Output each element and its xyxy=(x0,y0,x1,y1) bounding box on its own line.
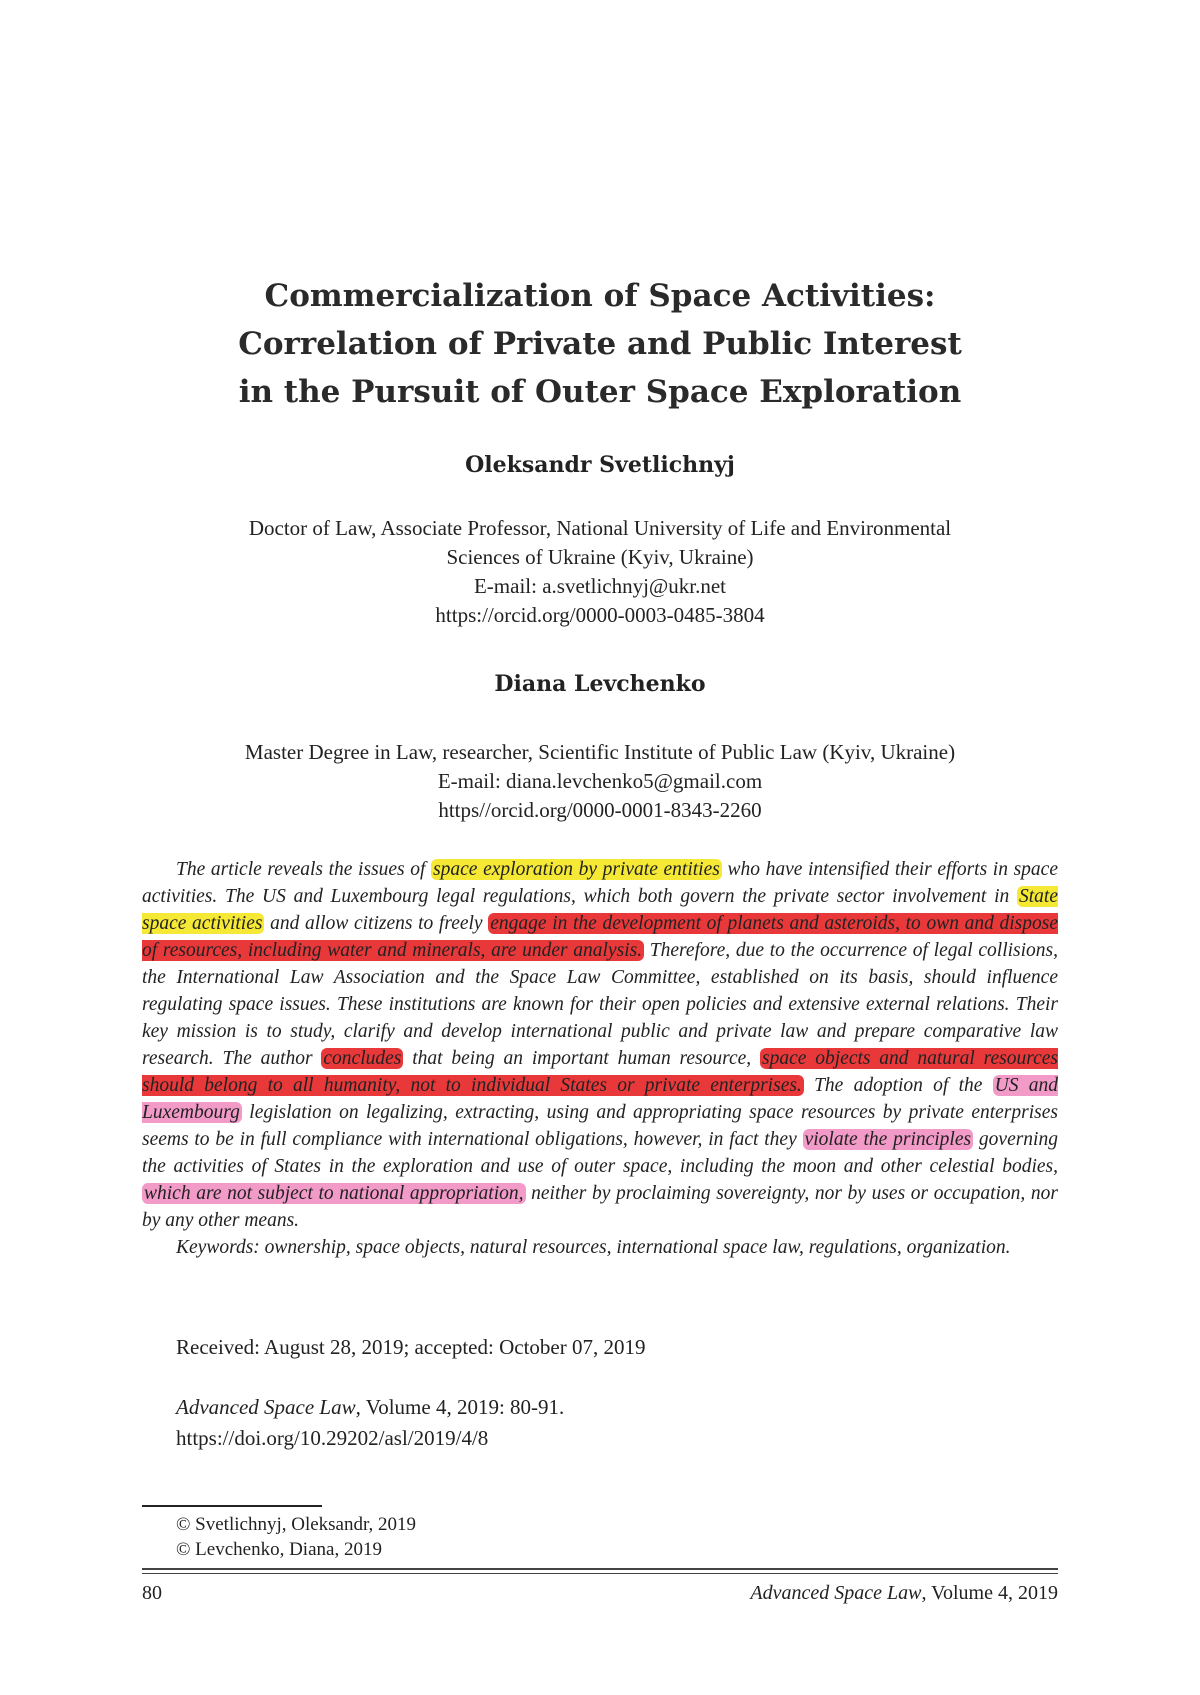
highlight-yellow: State space activities xyxy=(142,886,1058,934)
abstract-text: The article reveals the issues of xyxy=(176,859,432,880)
citation-volume: , Volume 4, 2019: 80-91. xyxy=(355,1395,565,1419)
abstract-text: who have intensified their efforts in space activities. The US and Luxembourg legal regulations, which both govern the private sector involvement in xyxy=(142,859,1058,907)
footnote-copyright: © Svetlichnyj, Oleksandr, 2019 xyxy=(176,1514,417,1535)
citation xyxy=(176,1392,564,1454)
abstract-text: that being an important human resource, xyxy=(403,1048,761,1069)
title-line-3: in the Pursuit of Outer Space Exploration xyxy=(238,374,962,410)
page-number: 80 xyxy=(142,1582,162,1604)
doi-link[interactable]: https://doi.org/10.29202/asl/2019/4/8 xyxy=(176,1426,489,1450)
highlight-yellow: space exploration by private entities xyxy=(433,859,720,880)
abstract-text: legislation on legalizing, extracting, using and appropriating space resources by private enterprises seems to be in full compliance with international obligations, however, in fact they xyxy=(142,1102,1058,1150)
title-line-1: Commercialization of Space Activities: xyxy=(264,278,936,314)
footnote-copyright: © Levchenko, Diana, 2019 xyxy=(176,1539,382,1560)
abstract-text: neither by proclaiming sovereignty, nor by uses or occupation, nor by any other means. xyxy=(142,1183,1058,1231)
author-1-orcid: https://orcid.org/0000-0003-0485-3804 xyxy=(435,603,765,627)
abstract-text: The adoption of the xyxy=(803,1075,993,1096)
footnotes xyxy=(176,1512,416,1562)
highlight-red: space objects and natural resources should belong to all humanity, not to individual States or private enterprises. xyxy=(142,1048,1059,1096)
footer-volume: , Volume 4, 2019 xyxy=(921,1582,1058,1604)
affiliation-line: Doctor of Law, Associate Professor, National University of Life and Environmental xyxy=(248,516,952,540)
author-1-affiliation xyxy=(140,514,1060,630)
author-2-affiliation xyxy=(140,738,1060,825)
abstract-text: Therefore, due to the occurrence of legal collisions, the International Law Association and the Space Law Committee, established on its basis, should influence regulating space issues. These institutions are known for their open policies and extensive external relations. Their key mission is to study, clarify and develop international public and private law and prepare comparative law research. The author xyxy=(142,940,1058,1069)
abstract-text: governing the activities of States in the exploration and use of outer space, including the moon and other celestial bodies, xyxy=(142,1129,1058,1177)
running-footer xyxy=(750,1582,1058,1605)
author-2-orcid: https//orcid.org/0000-0001-8343-2260 xyxy=(438,798,762,822)
footer-journal: Advanced Space Law xyxy=(750,1582,922,1604)
title-line-2: Correlation of Private and Public Interest xyxy=(238,326,962,362)
highlight-red: engage in the development of planets and asteroids, to own and dispose of resources, including water and minerals, are under analysis. xyxy=(142,913,1058,961)
footnote-rule xyxy=(142,1505,322,1507)
citation-line xyxy=(176,1392,564,1423)
highlight-pink: violate the principles xyxy=(804,1129,972,1150)
author-name-2: Diana Levchenko xyxy=(494,671,706,697)
citation-journal: Advanced Space Law xyxy=(176,1395,356,1419)
abstract-text: and allow citizens to freely xyxy=(264,913,489,934)
received-date: Received: August 28, 2019; accepted: October 07, 2019 xyxy=(176,1335,646,1359)
abstract xyxy=(142,856,1058,1261)
keywords: Keywords: ownership, space objects, natural resources, international space law, regulations, organization. xyxy=(176,1237,1011,1258)
footer-rule xyxy=(142,1568,1058,1570)
affiliation-line: Sciences of Ukraine (Kyiv, Ukraine) xyxy=(446,545,754,569)
author-2-email: E-mail: diana.levchenko5@gmail.com xyxy=(437,769,763,793)
author-name-1: Oleksandr Svetlichnyj xyxy=(465,452,735,478)
article-title xyxy=(140,272,1060,416)
highlight-red: concludes xyxy=(323,1048,402,1069)
author-1-email: E-mail: a.svetlichnyj@ukr.net xyxy=(473,574,727,598)
abstract-paragraph xyxy=(142,856,1058,1234)
highlight-pink: US and Luxembourg xyxy=(142,1075,1058,1123)
affiliation-line: Master Degree in Law, researcher, Scientific Institute of Public Law (Kyiv, Ukraine) xyxy=(244,740,956,764)
highlight-pink: which are not subject to national appropriation, xyxy=(144,1183,524,1204)
footer-rule xyxy=(142,1573,1058,1574)
